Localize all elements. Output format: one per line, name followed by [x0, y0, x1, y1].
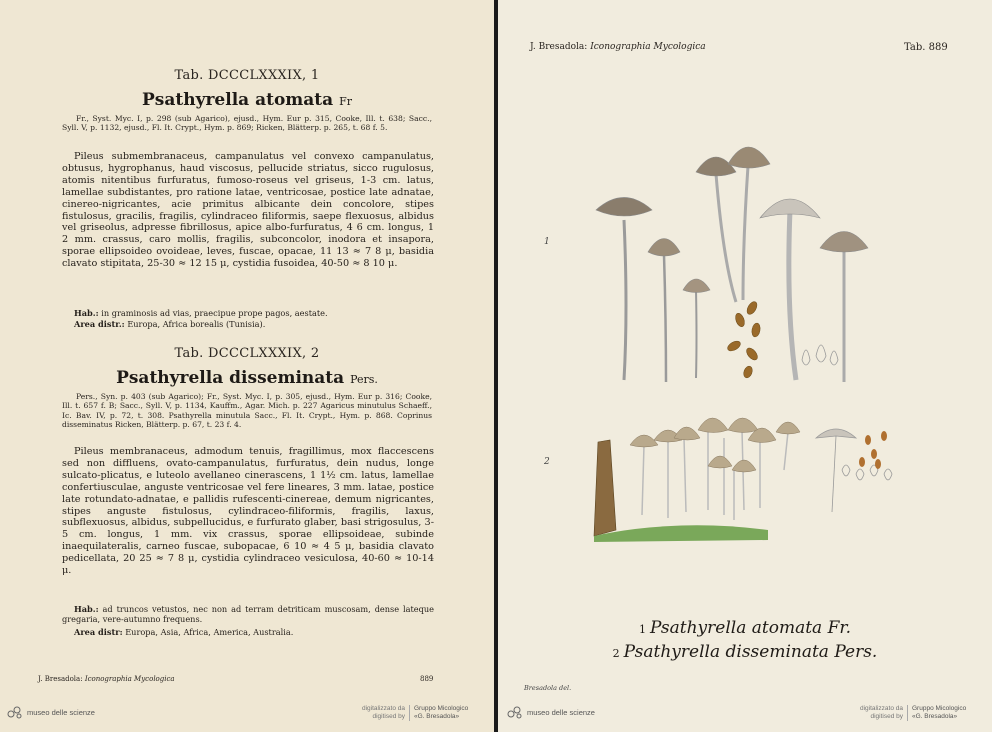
figure-1-illustration [498, 130, 992, 390]
credit-line-2a: Gruppo Micologico [414, 705, 469, 712]
credit-line-1b: digitised by [372, 713, 405, 720]
artist-credit: Bresadola del. [524, 684, 572, 692]
right-header-title: Iconographia Mycologica [590, 42, 706, 52]
right-header-author: J. Bresadola: [530, 42, 588, 52]
entry1-species-author: Fr [339, 95, 352, 108]
museum-logo-text: museo delle scienze [27, 707, 95, 717]
caption-2-number: 2 [612, 647, 620, 660]
right-header [530, 42, 706, 52]
entry2-hab-text: ad truncos vetustos, nec non ad terram detriticam muscosam, dense lateque gregaria, vere-autumno frequens. [62, 604, 434, 624]
entry2-area-text: Europa, Asia, Africa, America, Australia. [125, 627, 294, 637]
museum-logo-text: museo delle scienze [527, 707, 595, 717]
caption-1-number: 1 [638, 623, 646, 636]
entry2-area-label: Area distr: [74, 627, 123, 637]
entry1-area [62, 319, 434, 329]
footer-author: J. Bresadola: [38, 675, 83, 683]
entry2-species-name: Psathyrella disseminata [116, 368, 345, 388]
entry2-hab-label: Hab.: [74, 604, 99, 614]
credit-line-2b: «G. Bresadola» [912, 713, 958, 720]
entry1-habitat [62, 308, 434, 318]
entry1-species-title [0, 90, 494, 110]
figure-2-label: 2 [544, 457, 550, 467]
credit-line-1b: digitised by [870, 713, 903, 720]
figure-2-illustration [498, 400, 992, 550]
entry1-hab-label: Hab.: [74, 308, 99, 318]
caption-2 [498, 642, 992, 662]
left-page [0, 0, 494, 732]
entry2-area [62, 627, 434, 637]
credit-line-2b: «G. Bresadola» [414, 713, 460, 720]
entry2-references: Pers., Syn. p. 403 (sub Agarico); Fr., Syst. Myc. I, p. 305, ejusd., Hym. Eur p. 316; Cooke, Ill. t. 657 f. B; Sacc., Syll. V, p. 1134, Kauffm., Agar. Mich. p. 227 Agaricus minutulus Schaeff., Ic. Bav. IV, p. 72, t. 308. Psathyrella minutula Sacc., Fl. It. Crypt., Hym. p. 868. Coprinus disseminatus Ricken, Blätterp. p. 67, t. 23 f. 4. [62, 392, 432, 430]
entry1-description: Pileus submembranaceus, campanulatus vel convexo campanulatus, obtusus, hygrophanus, haud viscosus, pellucide striatus, sicco rugulosus, atomis nitentibus furfuratus, fumoso-roseus vel griseus, 1-3 cm. latus, lamellae subdistantes, pro ratione latae, ventricosae, postice late adnatae, cinereo-nigricantes, acie primitus albicante dein concolore, stipes fistulosus, gracilis, fragilis, cylindraceo filiformis, saepe flexuosus, albidus vel griseolus, adpresse fibrillosus, apice albo-furfuratus, 4 6 cm. longus, 1 2 mm. crassus, caro mollis, fragilis, subconcolor, inodora et insapora, sporae ellipsoideo ovoideae, leves, fuscae, opacae, 11 13 ≈ 7 8 μ, basidia clavato stipitata, 25-30 ≈ 12 15 μ, cystidia fusoidea, 40-50 ≈ 8 10 μ. [62, 151, 434, 270]
plate-tab-number: Tab. 889 [904, 42, 948, 53]
credit-line-1a: digitalizzato da [860, 705, 903, 712]
digitised-credit [362, 705, 468, 721]
footer-title: Iconographia Mycologica [84, 675, 175, 683]
entry1-area-label: Area distr.: [74, 319, 125, 329]
entry1-area-text: Europa, Africa borealis (Tunisia). [127, 319, 266, 329]
caption-1 [498, 618, 992, 638]
entry2-description: Pileus membranaceus, admodum tenuis, fragillimus, mox flaccescens sed non diffluens, ovato-campanulatus, furfuratus, dein nudus, longe sulcato-plicatus, e luteolo avellaneo cinerascens, 1 1½ cm. latus, lamellae confertiusculae, anguste ventricosae vel fere lineares, 3 mm. latae, postice late rotundato-adnatae, e pallidis rufescenti-cinereae, demum nigricantes, stipes anguste fistulosus, cylindraceo-filiformis, fragilis, laxus, subflexuosus, albidus, subpellucidus, e furfurato glaber, basi strigosulus, 3-5 cm. longus, 1 mm. vix crassus, sporae ellipsoideae, subinde inaequilateralis, carneo fuscae, subopacae, 6 10 ≈ 4 5 μ, basidia clavato pedicellata, 20 25 ≈ 7 8 μ, cystidia cylindraceo vesiculosa, 40-60 ≈ 10-14 μ. [62, 446, 434, 577]
museum-logo-icon [506, 705, 524, 719]
credit-line-2a: Gruppo Micologico [912, 705, 967, 712]
museum-logo-right [506, 705, 595, 719]
caption-1-text: Psathyrella atomata Fr. [649, 618, 852, 638]
museum-logo [6, 705, 95, 719]
left-footer [38, 675, 175, 683]
right-page [498, 0, 992, 732]
entry1-hab-text: in graminosis ad vias, praecipue prope pagos, aestate. [101, 308, 328, 318]
digitised-credit-right [860, 705, 966, 721]
caption-2-text: Psathyrella disseminata Pers. [623, 642, 878, 662]
entry2-tab-number: Tab. DCCCLXXXIX, 2 [174, 346, 320, 361]
entry2-species-author: Pers. [350, 373, 378, 386]
entry2-species-title [0, 368, 494, 388]
entry1-references: Fr., Syst. Myc. I, p. 298 (sub Agarico), ejusd., Hym. Eur p. 315, Cooke, Ill. t. 638; Sacc., Syll. V, p. 1132, ejusd., Fl. It. Crypt., Hym. p. 869; Ricken, Blätterp. p. 265, t. 68 f. 5. [62, 114, 432, 133]
entry1-tab-number: Tab. DCCCLXXXIX, 1 [174, 68, 320, 83]
entry2-habitat [62, 604, 434, 624]
entry1-species-name: Psathyrella atomata [142, 90, 334, 110]
credit-line-1a: digitalizzato da [362, 705, 405, 712]
page-number: 889 [420, 675, 434, 683]
museum-logo-icon [6, 705, 24, 719]
figure-1-label: 1 [544, 237, 550, 247]
